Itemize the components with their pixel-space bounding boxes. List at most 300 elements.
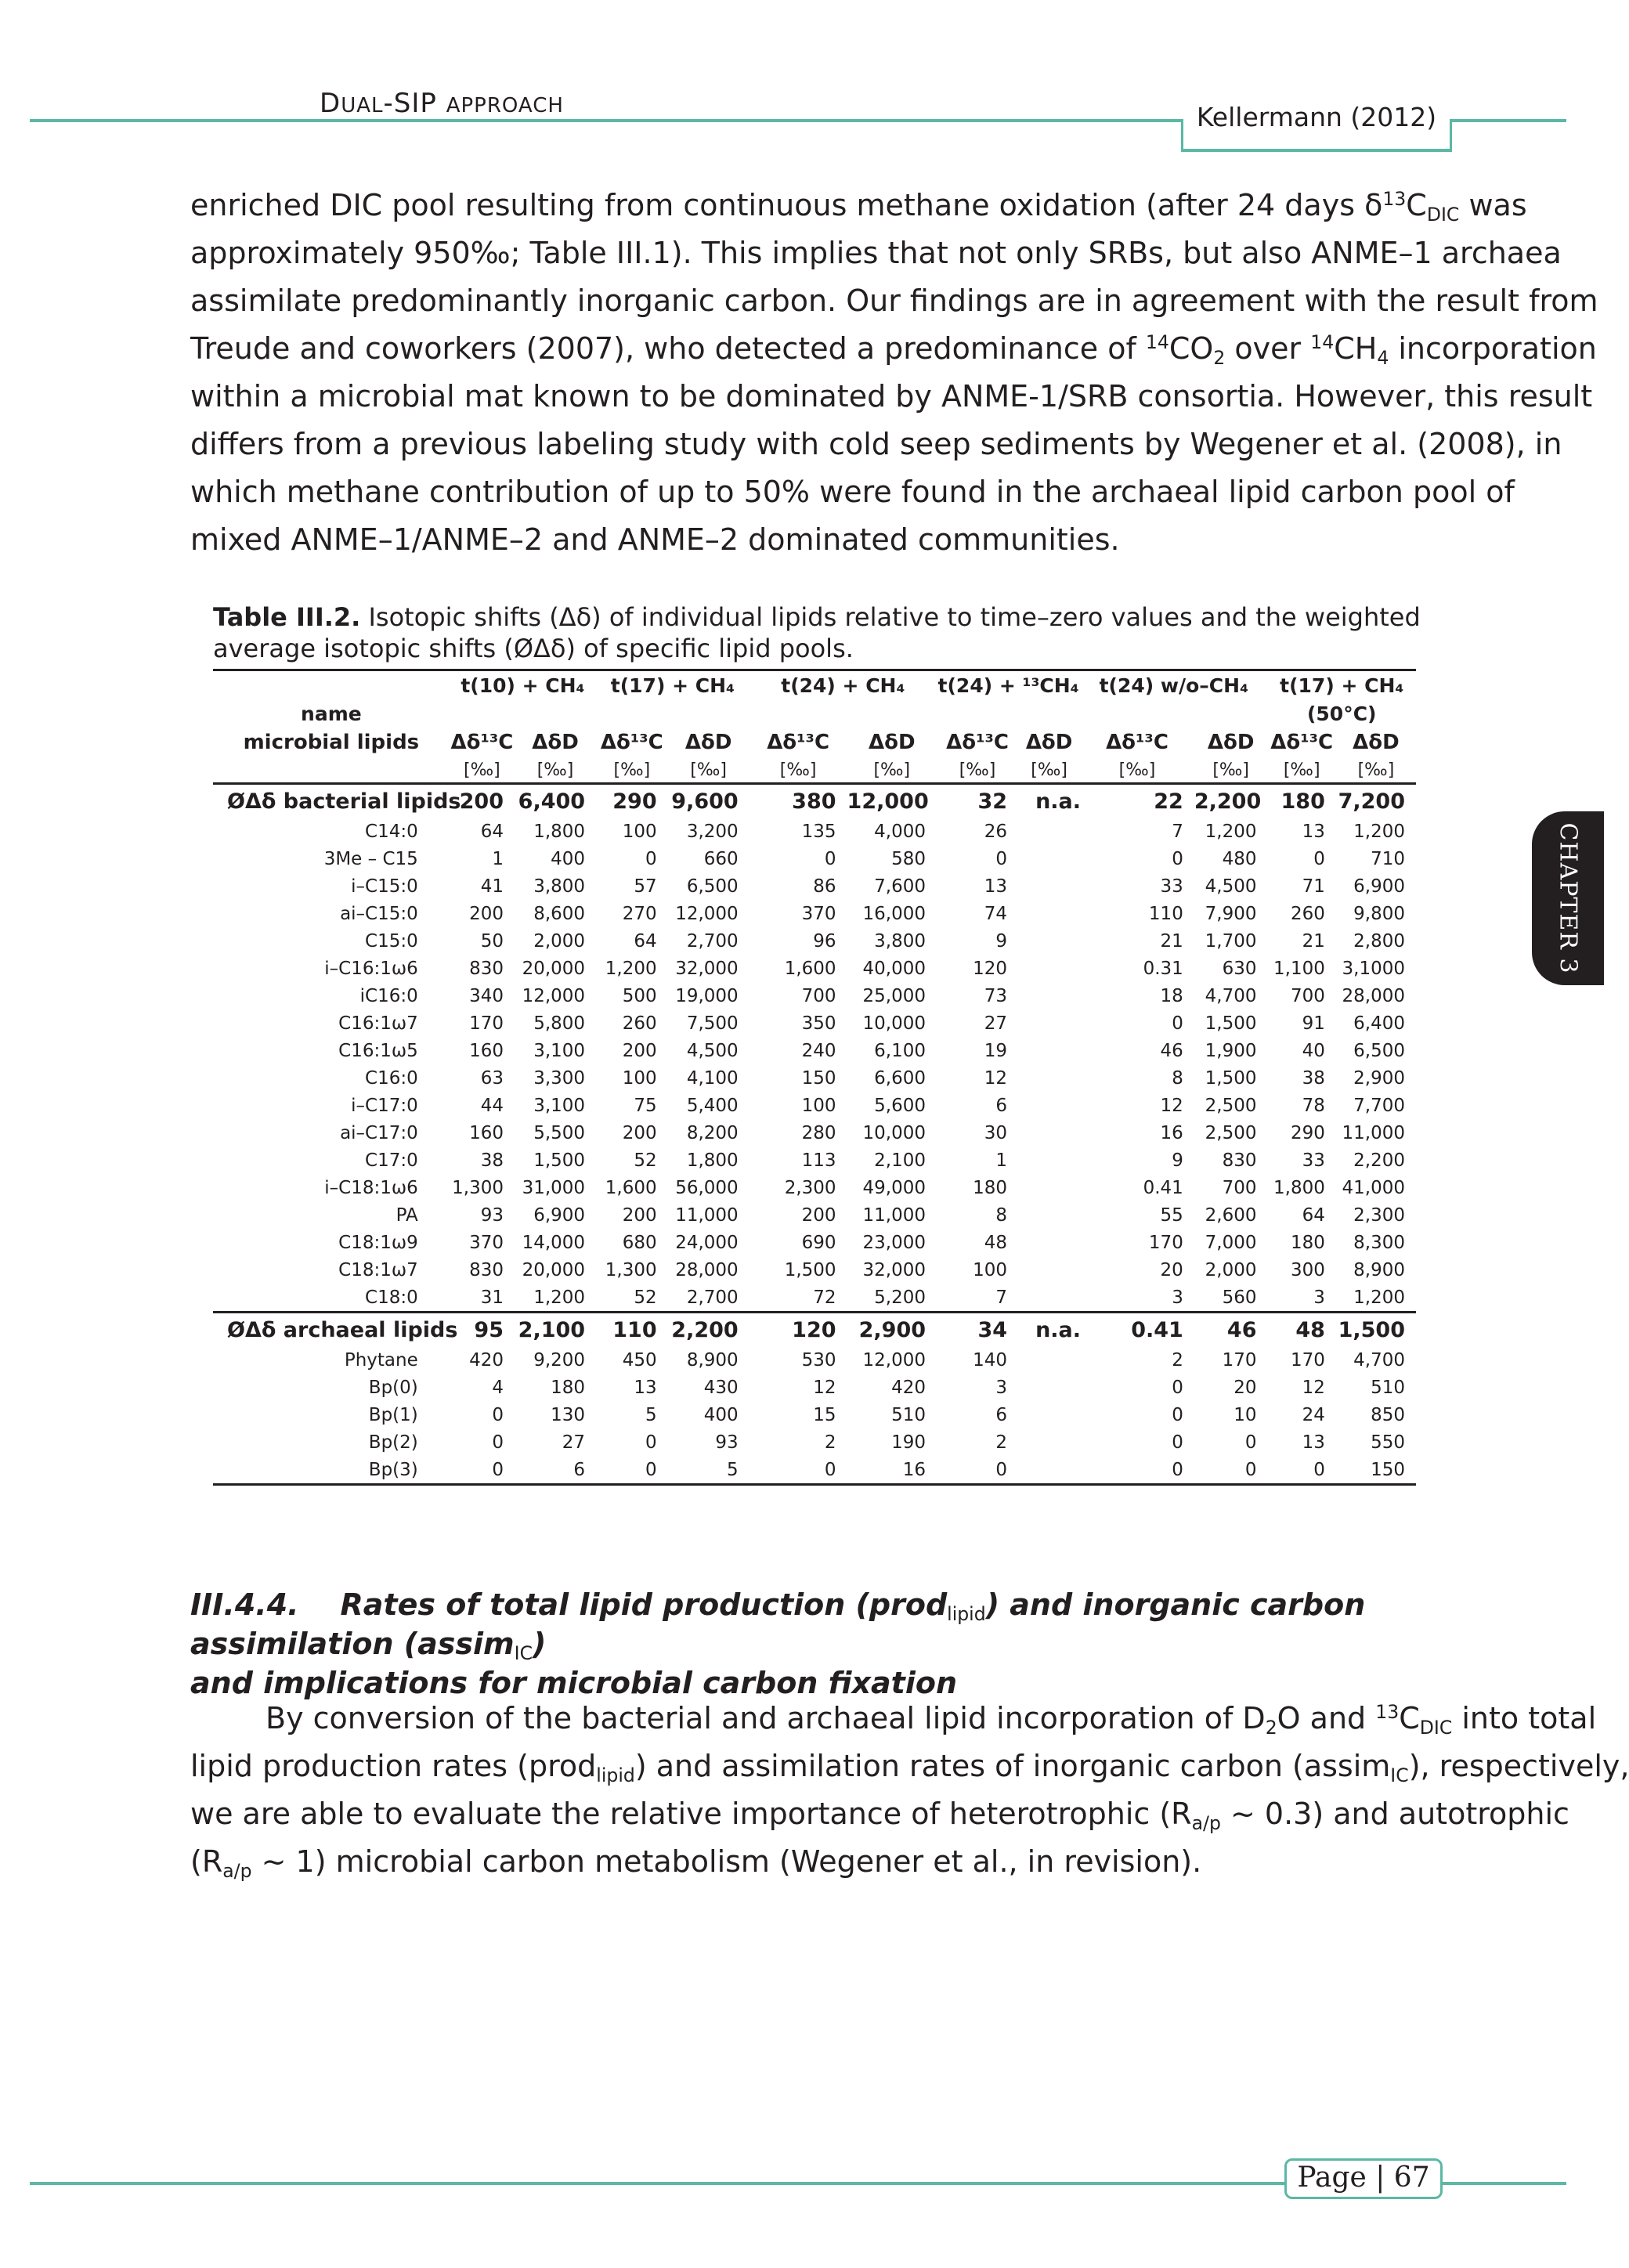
lipid-value: 40,000 — [862, 958, 926, 979]
lipid-value: 8,900 — [1353, 1259, 1405, 1280]
lipid-value: 160 — [469, 1040, 504, 1061]
lipid-value: 20,000 — [522, 1259, 586, 1280]
lipid-value: 830 — [1222, 1150, 1257, 1171]
lipid-value: 2,200 — [1353, 1150, 1405, 1171]
lipid-value: 180 — [973, 1177, 1008, 1198]
lipid-value: 24 — [1302, 1404, 1325, 1425]
lipid-value: 4,100 — [686, 1067, 739, 1089]
lipid-value: 510 — [1371, 1377, 1405, 1398]
lipid-value: 71 — [1302, 876, 1325, 897]
p1-line-8: mixed ANME–1/ANME–2 and ANME–2 dominated communities. — [190, 522, 1120, 557]
lipid-name: Phytane — [344, 1349, 418, 1371]
lipid-value: 93 — [715, 1432, 739, 1453]
lipid-value — [1018, 955, 1080, 982]
chapter-tab: CHAPTER 3 — [1532, 811, 1604, 985]
lipid-value: 580 — [891, 848, 926, 869]
summary-value: 2,200 — [1194, 784, 1268, 818]
lipid-value: 6,500 — [686, 876, 739, 897]
archaeal_rows-summary-row — [213, 1313, 1416, 1347]
table-row — [213, 1174, 1416, 1201]
lipid-value: 30 — [984, 1122, 1008, 1143]
table-row — [213, 845, 1416, 872]
group-t17-50c-temp: (50°C) — [1306, 702, 1377, 725]
lipid-value: 140 — [973, 1349, 1008, 1371]
lipid-value: 0.41 — [1143, 1177, 1183, 1198]
bacterial_rows-summary-row — [213, 784, 1416, 818]
lipid-value: 0 — [1172, 1404, 1183, 1425]
lipid-value: 700 — [1290, 985, 1325, 1006]
lipid-value: 5,500 — [533, 1122, 586, 1143]
summary-value: 200 — [450, 784, 515, 818]
table-row — [213, 982, 1416, 1009]
lipid-value: 41 — [480, 876, 504, 897]
lipid-value: 12,000 — [675, 903, 739, 924]
summary-value: 180 — [1267, 784, 1335, 818]
lipid-value: 8 — [1172, 1067, 1183, 1089]
lipid-name: i–C15:0 — [351, 876, 418, 897]
lipid-value: 3 — [995, 1377, 1008, 1398]
lipid-name: ai–C15:0 — [340, 903, 418, 924]
lipid-value: 20 — [1160, 1259, 1183, 1280]
table-row — [213, 1401, 1416, 1428]
lipid-value: 150 — [801, 1067, 836, 1089]
lipid-value: 7,000 — [1205, 1232, 1257, 1253]
table-row — [213, 1201, 1416, 1229]
table-row — [213, 927, 1416, 955]
lipid-value: 1,500 — [1205, 1067, 1257, 1089]
lipid-value: 100 — [622, 1067, 657, 1089]
lipid-value: 50 — [480, 930, 504, 952]
lipid-value: 2,300 — [784, 1177, 836, 1198]
lipid-value: 91 — [1302, 1013, 1325, 1034]
lipid-value: 12 — [1302, 1377, 1325, 1398]
lipid-value: 18 — [1160, 985, 1183, 1006]
lipid-value: 4 — [492, 1377, 504, 1398]
lipid-value: 48 — [984, 1232, 1008, 1253]
lipid-value: 0 — [1313, 1459, 1325, 1480]
lipid-value: 64 — [1302, 1204, 1325, 1226]
summary-value: 290 — [596, 784, 668, 818]
lipid-value — [1018, 845, 1080, 872]
lipid-value: 1,800 — [686, 1150, 739, 1171]
lipid-value — [1018, 1201, 1080, 1229]
lipid-value: 240 — [801, 1040, 836, 1061]
lipid-value: 19 — [984, 1040, 1008, 1061]
lipid-name: i–C16:1ω6 — [324, 958, 418, 979]
table-header-groups — [213, 671, 1416, 699]
lipid-value: 200 — [622, 1122, 657, 1143]
lipid-value: 370 — [801, 903, 836, 924]
lipid-value — [1018, 1174, 1080, 1201]
lipid-value: 280 — [801, 1122, 836, 1143]
lipid-value: 12,000 — [522, 985, 586, 1006]
table-row — [213, 872, 1416, 900]
lipid-value: 5 — [727, 1459, 739, 1480]
lipid-value: 2,500 — [1205, 1095, 1257, 1116]
lipid-value: 4,000 — [874, 821, 926, 842]
lipid-value: 0 — [645, 1459, 657, 1480]
lipid-name: Bp(1) — [368, 1404, 418, 1425]
lipid-value: 270 — [622, 903, 657, 924]
lipid-value: 660 — [703, 848, 739, 869]
lipid-value: 26 — [984, 821, 1008, 842]
table-row — [213, 955, 1416, 982]
running-title: DUAL-SIP APPROACH — [320, 88, 564, 119]
lipid-value: 100 — [622, 821, 657, 842]
lipid-value: 24,000 — [675, 1232, 739, 1253]
lipid-value: 0 — [645, 848, 657, 869]
table-row — [213, 900, 1416, 927]
lipid-value: 13 — [984, 876, 1008, 897]
lipid-value: 33 — [1160, 876, 1183, 897]
lipid-value: 1,200 — [605, 958, 657, 979]
lipid-value — [1018, 982, 1080, 1009]
lipid-value: 3,100 — [533, 1040, 586, 1061]
lipid-value: 1,800 — [533, 821, 586, 842]
lipid-value: 3,1000 — [1342, 958, 1405, 979]
lipid-name: Bp(2) — [368, 1432, 418, 1453]
lipid-value: 46 — [1160, 1040, 1183, 1061]
summary-value: n.a. — [1018, 1313, 1080, 1347]
lipid-value: 100 — [973, 1259, 1008, 1280]
lipid-value: 0 — [1172, 1459, 1183, 1480]
lipid-value: 300 — [1290, 1259, 1325, 1280]
lipid-name: 3Me – C15 — [323, 848, 418, 869]
lipid-value: 7,600 — [874, 876, 926, 897]
lipid-value: 0 — [1172, 1377, 1183, 1398]
lipid-value: 8,300 — [1353, 1232, 1405, 1253]
p1-line-7: which methane contribution of up to 50% were found in the archaeal lipid carbon pool of — [190, 475, 1515, 509]
lipid-value: 2,100 — [874, 1150, 926, 1171]
paragraph-1 — [190, 182, 1598, 564]
lipid-value: 44 — [480, 1095, 504, 1116]
group-t24: t(24) + CH₄ — [781, 674, 905, 697]
lipid-value: 1 — [492, 848, 504, 869]
lipid-value: 420 — [469, 1349, 504, 1371]
lipid-value: 480 — [1222, 848, 1257, 869]
lipid-name: C15:0 — [365, 930, 418, 952]
lipid-value: 0 — [492, 1432, 504, 1453]
lipid-value: 52 — [634, 1287, 657, 1308]
lipid-name: C14:0 — [365, 821, 418, 842]
page-number: Page | 67 — [1297, 2161, 1430, 2194]
lipid-value: 200 — [622, 1204, 657, 1226]
lipid-value — [1018, 900, 1080, 927]
lipid-value: 1,500 — [1205, 1013, 1257, 1034]
lipid-value: 2,000 — [533, 930, 586, 952]
lipid-value: 2,800 — [1353, 930, 1405, 952]
lipid-value: 0 — [824, 848, 836, 869]
lipid-value: 2,700 — [686, 930, 739, 952]
table-row — [213, 1374, 1416, 1401]
lipid-value: 0 — [824, 1459, 836, 1480]
lipid-name: Bp(3) — [368, 1459, 418, 1480]
lipid-value: 1,900 — [1205, 1040, 1257, 1061]
lipid-value — [1018, 1037, 1080, 1064]
lipid-value: 135 — [801, 821, 836, 842]
lipid-value: 86 — [813, 876, 836, 897]
lipid-value: 260 — [1290, 903, 1325, 924]
lipid-value: 33 — [1302, 1150, 1325, 1171]
lipid-value: 11,000 — [1342, 1122, 1405, 1143]
lipid-value — [1018, 1119, 1080, 1147]
lipid-value: 2,500 — [1205, 1122, 1257, 1143]
lipid-value: 9 — [1172, 1150, 1183, 1171]
lipid-value: 31,000 — [522, 1177, 586, 1198]
lipid-value: 0 — [1172, 1432, 1183, 1453]
lipid-value: 1,200 — [1353, 821, 1405, 842]
lipid-value: 12,000 — [862, 1349, 926, 1371]
table-row — [213, 1119, 1416, 1147]
lipid-value: 28,000 — [675, 1259, 739, 1280]
lipid-value: 180 — [1290, 1232, 1325, 1253]
lipid-value: 12 — [984, 1067, 1008, 1089]
lipid-value: 2 — [824, 1432, 836, 1453]
summary-value: 0.41 — [1080, 1313, 1194, 1347]
lipid-name: C18:1ω7 — [338, 1259, 418, 1280]
lipid-value: 5,600 — [874, 1095, 926, 1116]
lipid-value: 830 — [469, 958, 504, 979]
lipid-value: 0 — [492, 1404, 504, 1425]
lipid-value: 38 — [480, 1150, 504, 1171]
lipid-value: 8,200 — [686, 1122, 739, 1143]
lipid-value: 7 — [1172, 821, 1183, 842]
lipid-value: 7,900 — [1205, 903, 1257, 924]
lipid-value: 350 — [801, 1013, 836, 1034]
lipid-value: 12 — [1160, 1095, 1183, 1116]
lipid-value: 510 — [891, 1404, 926, 1425]
lipid-value: 8,900 — [686, 1349, 739, 1371]
lipid-name: C16:0 — [365, 1067, 418, 1089]
lipid-value: 2,300 — [1353, 1204, 1405, 1226]
table-row — [213, 818, 1416, 845]
lipid-name: C18:1ω9 — [338, 1232, 418, 1253]
lipid-name: i–C17:0 — [351, 1095, 418, 1116]
lipid-value: 0 — [1244, 1432, 1257, 1453]
lipid-value: 160 — [469, 1122, 504, 1143]
lipid-name: ai–C17:0 — [340, 1122, 418, 1143]
row-header-name: name — [301, 702, 362, 725]
p2-line-2: lipid production rates (prod$_{lipid}$) and assimilation rates of inorganic carbon (assim$_{IC}$), respectively, — [190, 1749, 1629, 1787]
summary-value: 2,100 — [515, 1313, 596, 1347]
lipid-value: 49,000 — [862, 1177, 926, 1198]
lipid-value: 21 — [1160, 930, 1183, 952]
lipid-value: 2,000 — [1205, 1259, 1257, 1280]
table-row — [213, 1456, 1416, 1483]
lipid-value: 1,800 — [1273, 1177, 1325, 1198]
lipid-value — [1018, 1428, 1080, 1456]
lipid-value: 1,200 — [1353, 1287, 1405, 1308]
lipid-value: 0 — [1244, 1459, 1257, 1480]
lipid-value: 6,900 — [533, 1204, 586, 1226]
lipid-isotope-table — [213, 669, 1416, 1486]
lipid-value: 1,600 — [784, 958, 836, 979]
lipid-value: 630 — [1222, 958, 1257, 979]
lipid-value: 75 — [634, 1095, 657, 1116]
lipid-value: 1,700 — [1205, 930, 1257, 952]
lipid-value: 13 — [1302, 821, 1325, 842]
lipid-value — [1018, 818, 1080, 845]
lipid-value: 8 — [995, 1204, 1008, 1226]
lipid-value: 200 — [801, 1204, 836, 1226]
lipid-value: 2,600 — [1205, 1204, 1257, 1226]
lipid-value: 38 — [1302, 1067, 1325, 1089]
lipid-value: 560 — [1222, 1287, 1257, 1308]
lipid-value: 5,400 — [686, 1095, 739, 1116]
summary-value: 12,000 — [847, 784, 937, 818]
lipid-value: 13 — [634, 1377, 657, 1398]
table-row — [213, 1009, 1416, 1037]
table-caption: Table III.2. Isotopic shifts (Δδ) of individual lipids relative to time–zero values and the weighted average isotopic shifts (ØΔδ) of specific lipid pools. — [213, 602, 1421, 663]
lipid-value: 0 — [995, 1459, 1008, 1480]
lipid-value: 3,100 — [533, 1095, 586, 1116]
lipid-value: 0 — [1172, 848, 1183, 869]
lipid-value: 830 — [469, 1259, 504, 1280]
lipid-value: 32,000 — [862, 1259, 926, 1280]
lipid-value: 530 — [801, 1349, 836, 1371]
lipid-value: 5,800 — [533, 1013, 586, 1034]
lipid-value: 40 — [1302, 1040, 1325, 1061]
lipid-value: 3 — [1313, 1287, 1325, 1308]
summary-value: 1,500 — [1336, 1313, 1416, 1347]
p1-line-3: assimilate predominantly inorganic carbon. Our findings are in agreement with the result from — [190, 284, 1598, 318]
lipid-value — [1018, 872, 1080, 900]
table-row — [213, 1284, 1416, 1313]
lipid-value: 96 — [813, 930, 836, 952]
lipid-value: 27 — [562, 1432, 586, 1453]
lipid-value: 120 — [973, 958, 1008, 979]
lipid-value: 10,000 — [862, 1013, 926, 1034]
group-t10: t(10) + CH₄ — [461, 674, 585, 697]
lipid-value: 2 — [995, 1432, 1008, 1453]
lipid-value: 57 — [634, 876, 657, 897]
lipid-value: 15 — [813, 1404, 836, 1425]
lipid-value: 100 — [801, 1095, 836, 1116]
lipid-value — [1018, 1346, 1080, 1374]
lipid-value: 1,300 — [452, 1177, 504, 1198]
lipid-value: 7,700 — [1353, 1095, 1405, 1116]
lipid-value: 430 — [703, 1377, 739, 1398]
lipid-value: 1,600 — [605, 1177, 657, 1198]
lipid-value: 11,000 — [675, 1204, 739, 1226]
summary-value: 110 — [596, 1313, 668, 1347]
lipid-value — [1018, 1401, 1080, 1428]
p2-line-3: we are able to evaluate the relative importance of heterotrophic ($R_{a/p}$ ~ 0.3) and autotrophic — [190, 1797, 1569, 1835]
lipid-name: C16:1ω7 — [338, 1013, 418, 1034]
summary-value: 7,200 — [1336, 784, 1416, 818]
table-row — [213, 1147, 1416, 1174]
lipid-value — [1018, 1374, 1080, 1401]
lipid-value: 1,200 — [533, 1287, 586, 1308]
lipid-value: 170 — [1290, 1349, 1325, 1371]
summary-value: 6,400 — [515, 784, 596, 818]
lipid-value — [1018, 1284, 1080, 1313]
lipid-value: 1,500 — [784, 1259, 836, 1280]
summary-label: ØΔδ bacterial lipids — [213, 784, 450, 818]
lipid-value: 9,200 — [533, 1349, 586, 1371]
lipid-value: 10 — [1233, 1404, 1257, 1425]
lipid-value: 28,000 — [1342, 985, 1405, 1006]
lipid-value: 2,900 — [1353, 1067, 1405, 1089]
summary-value: 22 — [1080, 784, 1194, 818]
lipid-value: 4,500 — [686, 1040, 739, 1061]
lipid-value: 170 — [1148, 1232, 1183, 1253]
lipid-value: 110 — [1148, 903, 1183, 924]
lipid-value: 31 — [480, 1287, 504, 1308]
lipid-value: 74 — [984, 903, 1008, 924]
lipid-value: 260 — [622, 1013, 657, 1034]
lipid-value: 52 — [634, 1150, 657, 1171]
lipid-value: 113 — [801, 1150, 836, 1171]
header-author-year: Kellermann (2012) — [1196, 102, 1437, 132]
lipid-value: 21 — [1302, 930, 1325, 952]
lipid-value: 400 — [703, 1404, 739, 1425]
lipid-value: 9 — [995, 930, 1008, 952]
lipid-value: 64 — [480, 821, 504, 842]
p2-line-4: ($R_{a/p}$ ~ 1) microbial carbon metabolism (Wegener et al., in revision). — [190, 1844, 1202, 1883]
lipid-value: 170 — [1222, 1349, 1257, 1371]
table-row — [213, 1092, 1416, 1119]
lipid-value: 400 — [551, 848, 586, 869]
lipid-value: 420 — [891, 1377, 926, 1398]
lipid-value: 9,800 — [1353, 903, 1405, 924]
lipid-value: 12 — [813, 1377, 836, 1398]
lipid-value: 6,500 — [1353, 1040, 1405, 1061]
lipid-value: 5 — [645, 1404, 657, 1425]
lipid-value: 2,700 — [686, 1287, 739, 1308]
lipid-value: 6,100 — [874, 1040, 926, 1061]
lipid-value — [1018, 1229, 1080, 1256]
summary-value: 2,900 — [847, 1313, 937, 1347]
lipid-value: 0 — [995, 848, 1008, 869]
table-row — [213, 1037, 1416, 1064]
summary-value: 380 — [749, 784, 847, 818]
lipid-value: 2 — [1172, 1349, 1183, 1371]
lipid-value: 130 — [551, 1404, 586, 1425]
lipid-value: 16 — [1160, 1122, 1183, 1143]
lipid-value: 8,600 — [533, 903, 586, 924]
lipid-value: 0 — [1313, 848, 1325, 869]
lipid-value: 19,000 — [675, 985, 739, 1006]
lipid-value: 150 — [1371, 1459, 1405, 1480]
lipid-value: 56,000 — [675, 1177, 739, 1198]
lipid-value — [1018, 1456, 1080, 1483]
lipid-value: 1,200 — [1205, 821, 1257, 842]
lipid-value: 450 — [622, 1349, 657, 1371]
lipid-value — [1018, 1092, 1080, 1119]
lipid-value: 1,500 — [533, 1150, 586, 1171]
lipid-name: Bp(0) — [368, 1377, 418, 1398]
lipid-value: 55 — [1160, 1204, 1183, 1226]
group-t24-13ch4: t(24) + ¹³CH₄ — [937, 674, 1079, 697]
lipid-value: 3,800 — [533, 876, 586, 897]
lipid-value: 680 — [622, 1232, 657, 1253]
lipid-value: 16,000 — [862, 903, 926, 924]
lipid-value: 180 — [551, 1377, 586, 1398]
lipid-value: 93 — [480, 1204, 504, 1226]
lipid-value: 14,000 — [522, 1232, 586, 1253]
summary-label: ØΔδ archaeal lipids — [213, 1313, 450, 1347]
p1-line-6: differs from a previous labeling study with cold seep sediments by Wegener et al. (2008), in — [190, 427, 1562, 461]
lipid-name: C16:1ω5 — [338, 1040, 418, 1061]
lipid-value: 6 — [995, 1404, 1008, 1425]
lipid-name: i–C18:1ω6 — [324, 1177, 418, 1198]
lipid-value: 6 — [995, 1095, 1008, 1116]
lipid-value: 3 — [1172, 1287, 1183, 1308]
lipid-value: 710 — [1371, 848, 1405, 869]
lipid-value: 23,000 — [862, 1232, 926, 1253]
table-header-units: [‰] [‰] [‰] [‰] [‰] [‰] [‰] [‰] [‰] [‰] [‰] [‰] — [464, 760, 1395, 780]
